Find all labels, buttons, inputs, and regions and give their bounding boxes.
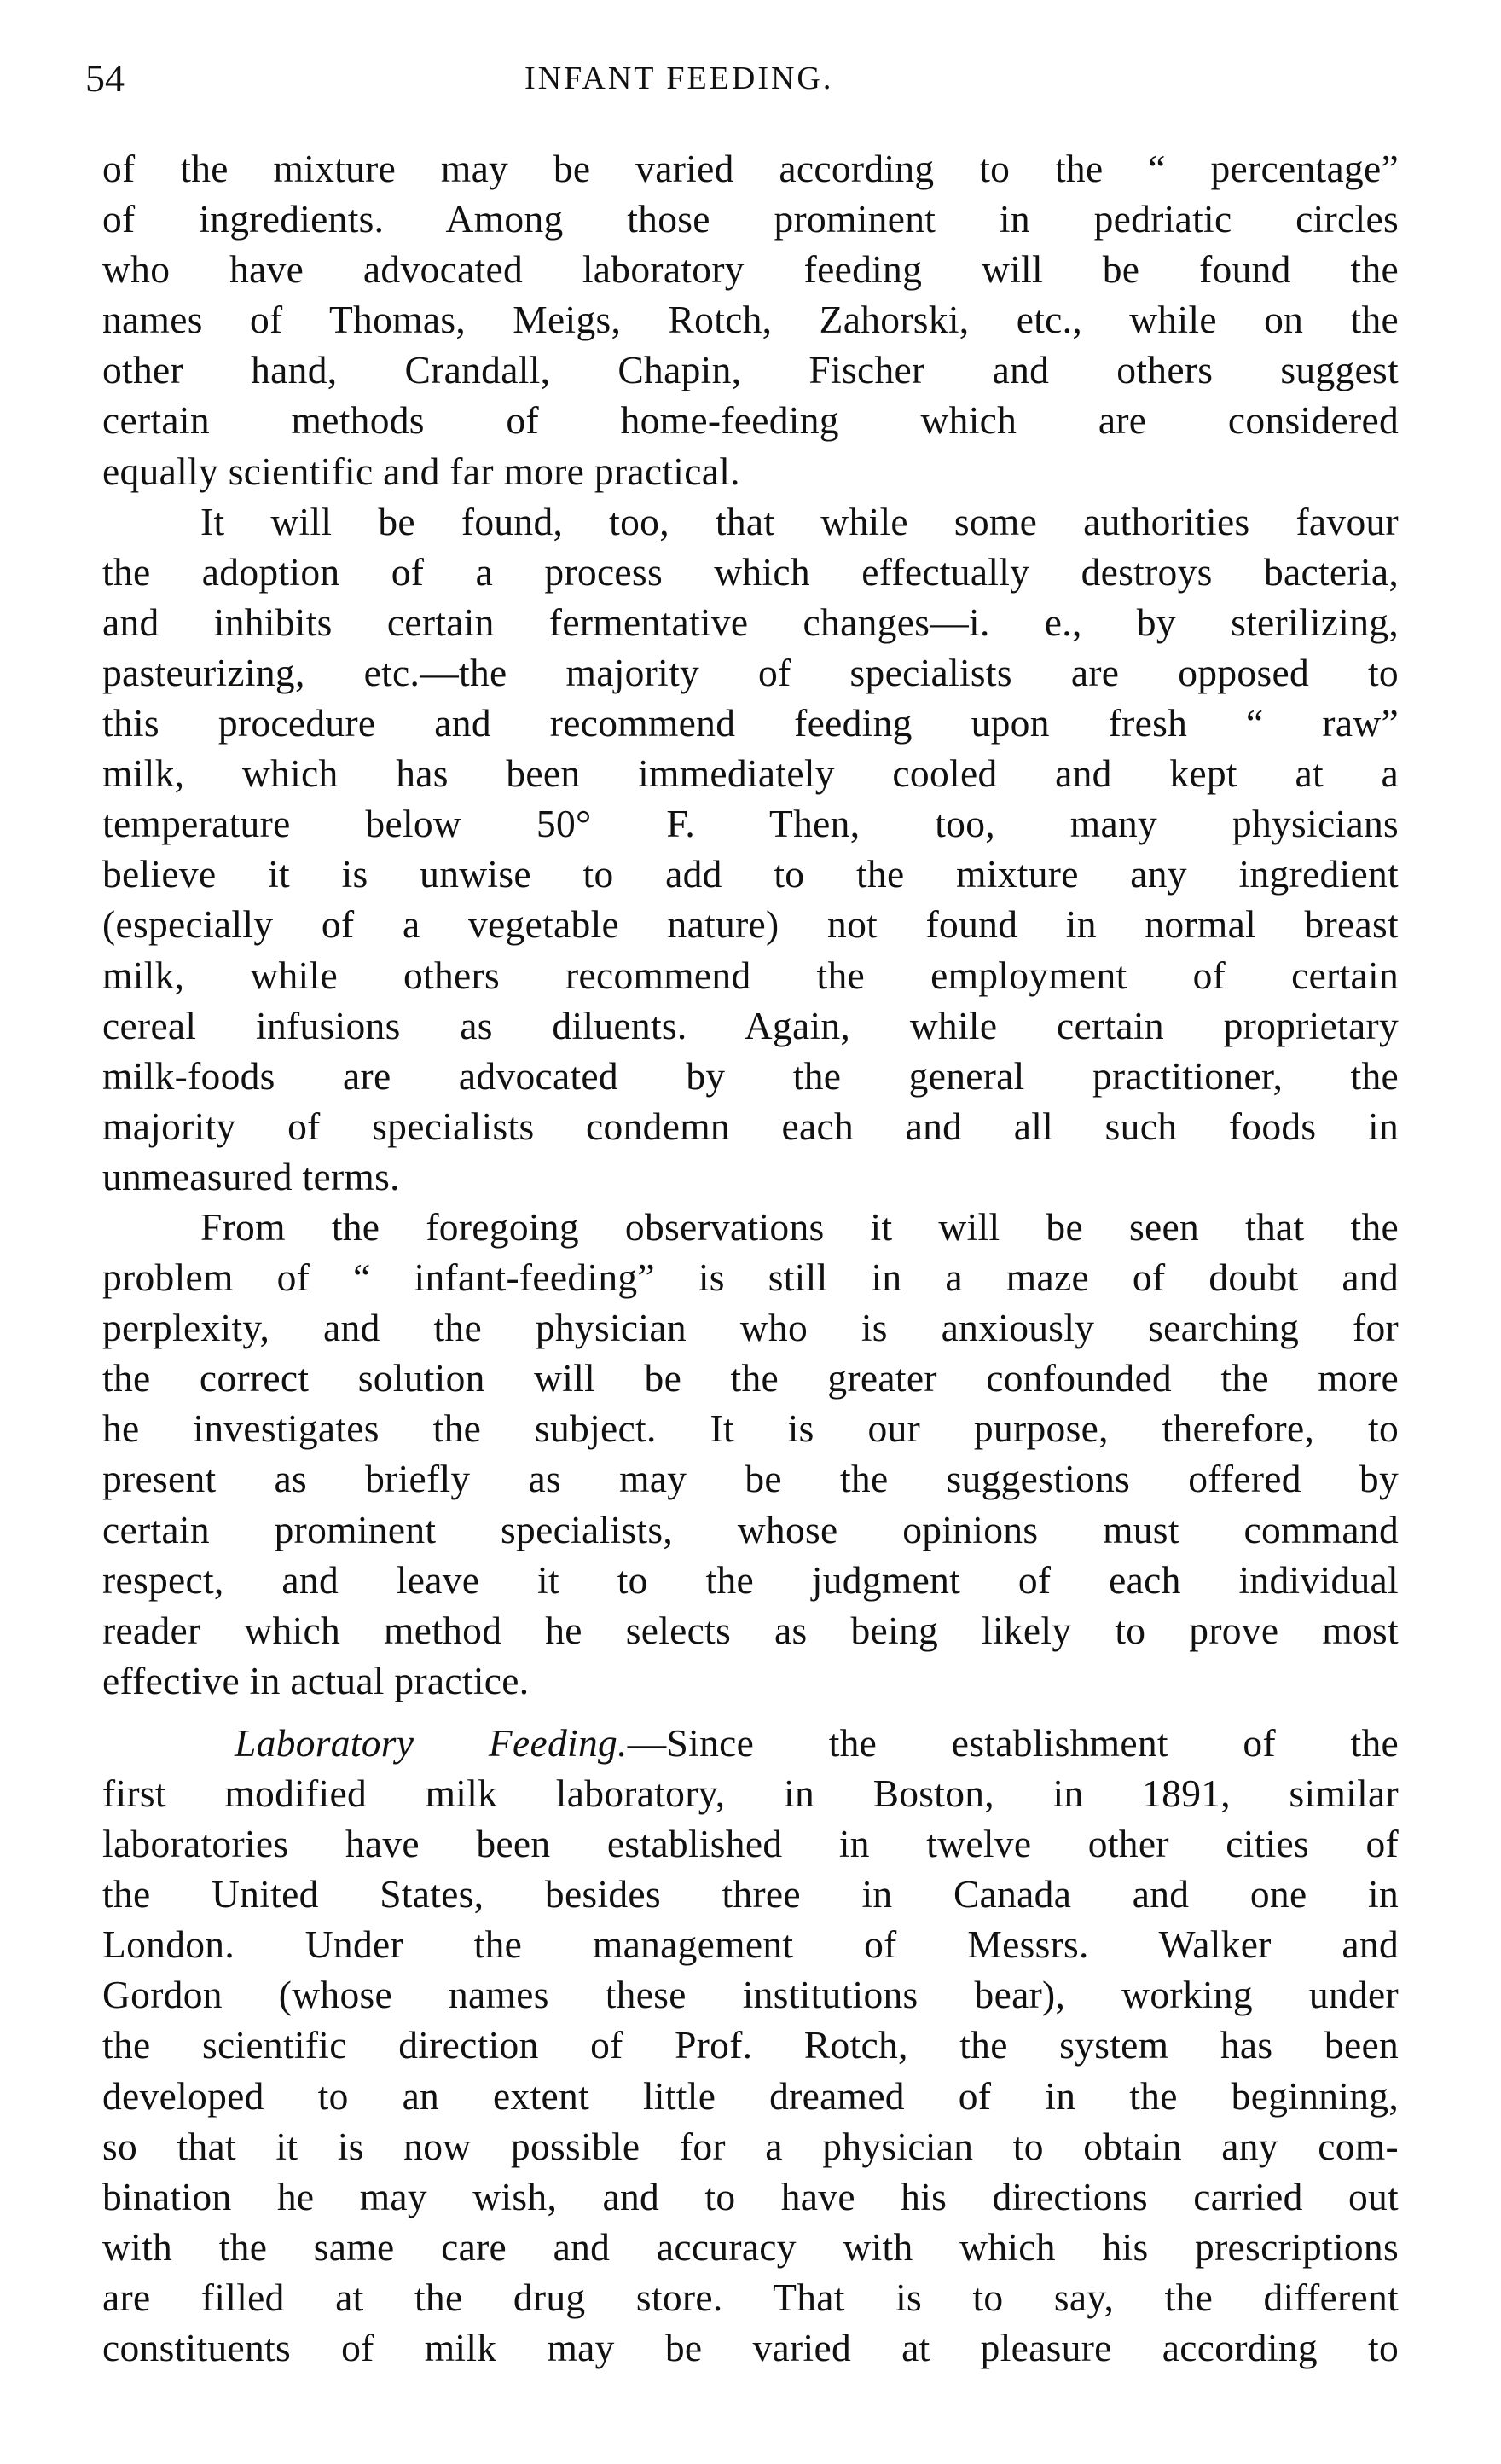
text-line: bination he may wish, and to have his directions carried out xyxy=(102,2174,1399,2218)
text-line: believe it is unwise to add to the mixture any ingredient xyxy=(102,852,1399,896)
text-line: the correct solution will be the greater confounded the more xyxy=(102,1356,1399,1400)
text-line: perplexity, and the physician who is anxiously searching for xyxy=(102,1306,1399,1350)
text-line: milk, while others recommend the employment of certain xyxy=(102,953,1399,997)
text-line: equally scientific and far more practical. xyxy=(102,449,740,493)
text-line: of ingredients. Among those prominent in pedriatic circles xyxy=(102,197,1399,241)
body-text xyxy=(102,143,1399,2373)
text-line: the scientific direction of Prof. Rotch, the system has been xyxy=(102,2023,1399,2067)
text-line: effective in actual practice. xyxy=(102,1658,530,1702)
text-line: developed to an extent little dreamed of in the beginning, xyxy=(102,2073,1399,2118)
running-head xyxy=(85,53,1416,104)
text-line: with the same care and accuracy with which his prescriptions xyxy=(102,2224,1399,2269)
text-line: other hand, Crandall, Chapin, Fischer and others suggest xyxy=(102,348,1399,392)
paragraph-1 xyxy=(102,143,1399,496)
text-line: respect, and leave it to the judgment of each individual xyxy=(102,1557,1399,1602)
text-line: this procedure and recommend feeding upon fresh “ raw” xyxy=(102,701,1399,745)
text-line: certain prominent specialists, whose opinions must command xyxy=(102,1507,1399,1551)
section-heading: Laboratory Feeding. xyxy=(235,1720,628,1765)
text-line: reader which method he selects as being likely to prove most xyxy=(102,1608,1399,1652)
text-line: laboratories have been established in twelve other cities of xyxy=(102,1822,1399,1866)
text-line: pasteurizing, etc.—the majority of specialists are opposed to xyxy=(102,650,1399,694)
text-line: It will be found, too, that while some authorities favour xyxy=(200,499,1399,543)
text-line: milk-foods are advocated by the general practitioner, the xyxy=(102,1053,1399,1098)
text-line: (especially of a vegetable nature) not found in normal breast xyxy=(102,902,1399,947)
text-line: names of Thomas, Meigs, Rotch, Zahorski, etc., while on the xyxy=(102,298,1399,342)
text-line: first modified milk laboratory, in Boston, in 1891, similar xyxy=(102,1771,1399,1815)
text-line: Gordon (whose names these institutions bear), working under xyxy=(102,1973,1399,2017)
page-number: 54 xyxy=(85,56,125,100)
paragraph-3 xyxy=(102,1202,1399,1706)
text-line: the United States, besides three in Canada and one in xyxy=(102,1872,1399,1916)
text-line: are filled at the drug store. That is to say, the different xyxy=(102,2275,1399,2319)
running-title: INFANT FEEDING. xyxy=(524,61,834,96)
text-line xyxy=(102,1718,1399,1768)
text-line: unmeasured terms. xyxy=(102,1154,400,1198)
text-line: of the mixture may be varied according to the “ percentage” xyxy=(102,147,1399,190)
text-line: so that it is now possible for a physician to obtain any com- xyxy=(102,2124,1399,2168)
section-gap xyxy=(102,1706,1399,1718)
text-line: cereal infusions as diluents. Again, while certain proprietary xyxy=(102,1003,1399,1047)
text-line: problem of “ infant-feeding” is still in a maze of doubt and xyxy=(102,1255,1399,1300)
text-line: London. Under the management of Messrs. Walker and xyxy=(102,1922,1399,1967)
text-line: milk, which has been immediately cooled and kept at a xyxy=(102,751,1399,796)
text-fragment: —Since the establishment of the xyxy=(627,1720,1399,1765)
paragraph-4 xyxy=(102,1718,1399,2373)
text-line: the adoption of a process which effectually destroys bacteria, xyxy=(102,549,1399,594)
text-line: he investigates the subject. It is our purpose, therefore, to xyxy=(102,1406,1399,1451)
text-line: constituents of milk may be varied at pleasure according to xyxy=(102,2326,1399,2370)
paragraph-2 xyxy=(102,496,1399,1202)
text-line: present as briefly as may be the suggestions offered by xyxy=(102,1457,1399,1501)
text-line: certain methods of home-feeding which are considered xyxy=(102,398,1399,443)
text-line: majority of specialists condemn each and all such foods in xyxy=(102,1104,1399,1148)
text-line: who have advocated laboratory feeding will be found the xyxy=(102,247,1399,292)
text-line: temperature below 50° F. Then, too, many physicians xyxy=(102,802,1399,846)
text-line: From the foregoing observations it will be seen that the xyxy=(200,1204,1399,1249)
text-line: and inhibits certain fermentative changes—i. e., by sterilizing, xyxy=(102,600,1399,644)
